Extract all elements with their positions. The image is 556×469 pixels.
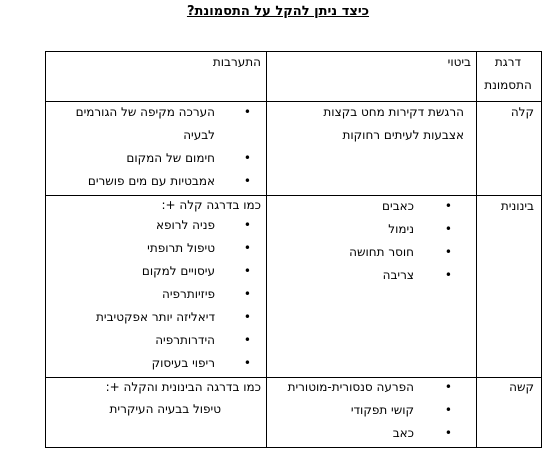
row-severe-degree: קשה <box>509 380 534 394</box>
list-item: טיפול תרופתי • <box>47 237 215 260</box>
row-severe-expression <box>268 376 414 445</box>
list-item: חוסר תחושה • <box>268 241 414 264</box>
page-title: כיצד ניתן להקל על התסמונת? <box>186 4 370 19</box>
list-item: הידרותרפיה • <box>47 329 215 352</box>
row-mild-degree: קלה <box>510 105 534 119</box>
list-item: הערכה מקיפה של הגורמים • <box>47 101 215 124</box>
row-moderate-degree: בינונית <box>500 199 534 213</box>
intervention-intro: כמו בדרגה הבינונית והקלה +: <box>105 380 261 394</box>
list-item: קושי תפקודי • <box>268 399 414 422</box>
list-item: עיסויים למקום • <box>47 260 215 283</box>
list-item: כאבים • <box>268 195 414 218</box>
intervention-extra: טיפול בבעיה העיקרית <box>109 402 221 416</box>
row-mild-interventions <box>47 101 215 193</box>
list-item: כאב • <box>268 422 414 445</box>
list-item: אמבטיות עם מים פושרים • <box>47 170 215 193</box>
list-item: הפרעה סנסורית-מוטורית • <box>268 376 414 399</box>
header-interventions: התערבות <box>212 55 261 69</box>
header-degree <box>478 51 538 97</box>
expression-line: אצבעות לעיתים רחוקות <box>342 128 464 142</box>
row-mild-expression <box>268 101 464 147</box>
row-moderate-expression <box>268 195 414 287</box>
expression-line: הרגשת דקירות מחט בקצות <box>323 105 464 119</box>
list-item: נימול • <box>268 218 414 241</box>
row-severe-interventions <box>47 376 261 420</box>
list-item: דיאליזה יותר אפקטיבית • <box>47 306 215 329</box>
row-moderate-interventions <box>47 214 215 375</box>
list-item: ריפוי בעיסוק • <box>47 352 215 375</box>
list-item: פיזיותרפיה • <box>47 283 215 306</box>
header-degree-line2: התסמונת <box>484 78 532 92</box>
list-item: פניה לרופא • <box>47 214 215 237</box>
list-item-continuation: לבעיה <box>183 128 215 142</box>
row-moderate-intro: כמו בדרגה קלה +: <box>161 198 261 212</box>
list-item: צריבה • <box>268 264 414 287</box>
list-item: חימום של המקום • <box>47 147 215 170</box>
header-degree-line1: דרגת <box>494 55 522 69</box>
header-expression: ביטוי <box>447 55 471 69</box>
